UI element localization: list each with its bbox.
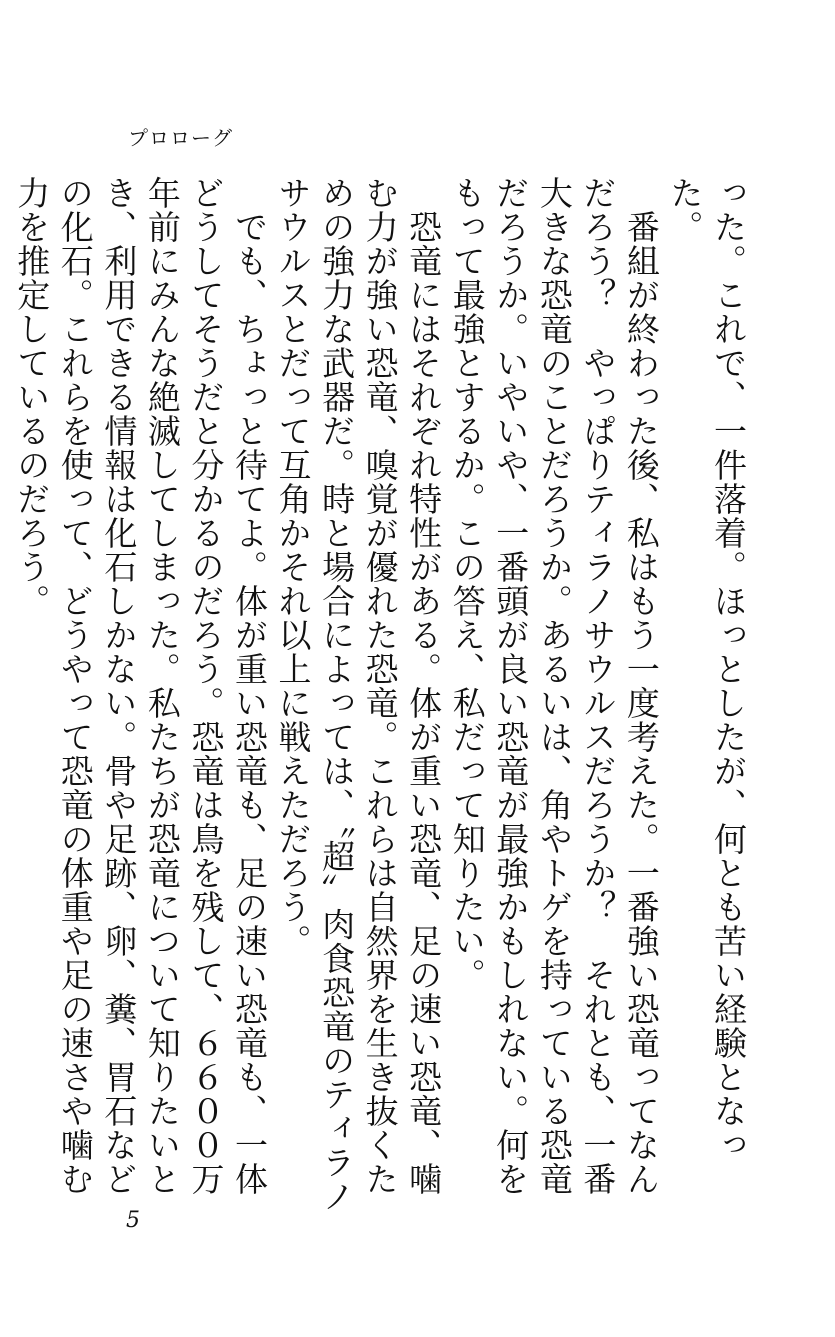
body-text bbox=[12, 176, 750, 1216]
paragraph: 番組が終わった後、私はもう一度考えた。一番強い恐竜ってなんだろう？ やっぱりティラノサウルスだろうか？ それとも、一番大きな恐竜のことだろうか。あるいは、角やトゲを持っている恐竜だろうか。いやいや、一番頭が良い恐竜が最強かもしれない。何をもって最強とするか。この答え、私だって知りたい。 bbox=[447, 176, 661, 1196]
running-head: プロローグ bbox=[128, 126, 233, 150]
paragraph: でも、ちょっと待てよ。体が重い恐竜も、足の速い恐竜も、一体どうしてそうだと分かるのだろう。恐竜は鳥を残して、６６００万年前にみんな絶滅してしまった。私たちが恐竜について知りたいとき、利用できる情報は化石しかない。骨や足跡、卵、糞、胃石などの化石。これらを使って、どうやって恐竜の体重や足の速さや噛む力を推定しているのだろう。 bbox=[12, 176, 269, 1196]
paragraph: った。これで、一件落着。ほっとしたが、何とも苦い経験となった。 bbox=[665, 176, 748, 1162]
page-number: 5 bbox=[126, 1208, 140, 1233]
paragraph: 恐竜にはそれぞれ特性がある。体が重い恐竜、足の速い恐竜、噛む力が強い恐竜、嗅覚が優れた恐竜。これらは自然界を生き抜くための強力な武器だ。時と場合によっては、〝超〟肉食恐竜のティラノサウルスとだって互角かそれ以上に戦えただろう。 bbox=[273, 176, 444, 1214]
